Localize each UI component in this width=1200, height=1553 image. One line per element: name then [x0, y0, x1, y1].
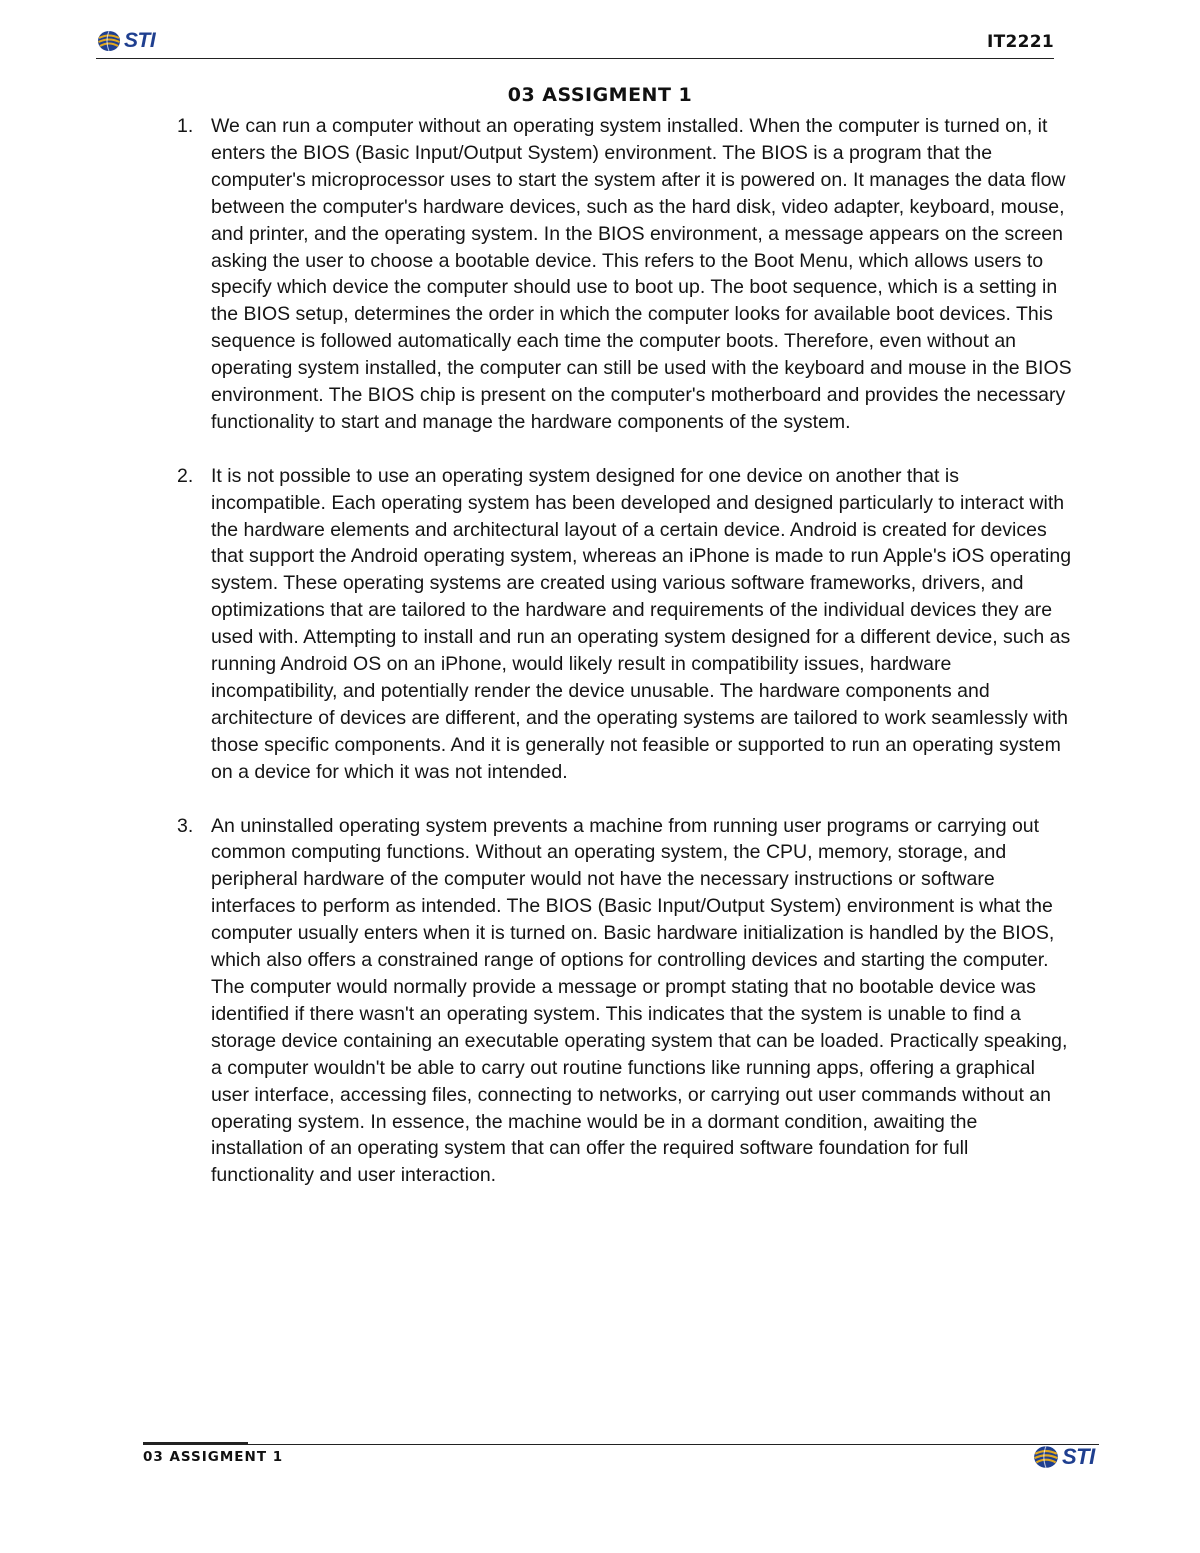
list-item	[172, 463, 1072, 786]
list-item-number: 1.	[177, 115, 194, 137]
list-item	[172, 813, 1072, 1190]
header-logo	[96, 29, 155, 53]
list-item-number: 2.	[177, 464, 194, 487]
list-item-text: We can run a computer without an operating system installed. When the computer is turned on, it enters the BIOS (Basic Input/Output System) environment. The BIOS is a program that the computer's microprocessor uses to start the system after it is powered on. It manages the data flow between the computer's hardware devices, such as the hard disk, video adapter, keyboard, mouse, and printer, and the operating system. In the BIOS environment, a message appears on the screen asking the user to choose a bootable device. This refers to the Boot Menu, which allows users to specify which device the computer should use to boot up. The boot sequence, which is a setting in the BIOS setup, determines the order in which the computer looks for available boot devices. This sequence is followed automatically each time the computer boots. Therefore, even without an operating system installed, the computer can still be used with the keyboard and mouse in the BIOS environment. The BIOS chip is present on the computer's motherboard and provides the necessary functionality to start and manage the hardware components of the system.	[211, 115, 1072, 433]
logo-text: STI	[124, 29, 156, 52]
page-header	[96, 26, 1054, 59]
list-item-number: 3.	[177, 814, 194, 837]
list-item	[172, 113, 1072, 436]
answer-list	[172, 113, 1072, 1216]
logo-text: STI	[1062, 1444, 1095, 1469]
list-item-text: An uninstalled operating system prevents a machine from running user programs or carrying out common computing functions. Without an operating system, the CPU, memory, storage, and peripheral hardware of the computer would not have the necessary instructions or software interfaces to perform as intended. The BIOS (Basic Input/Output System) environment is what the computer usually enters when it is turned on. Basic hardware initialization is handled by the BIOS, which also offers a constrained range of options for controlling devices and starting the computer. The computer would normally provide a message or prompt stating that no bootable device was identified if there wasn't an operating system. This indicates that the system is unable to find a storage device containing an executable operating system that can be loaded. Practically speaking, a computer wouldn't be able to carry out routine functions like running apps, offering a graphical user interface, accessing files, connecting to networks, or carrying out user commands without an operating system. In essence, the machine would be in a dormant condition, awaiting the installation of an operating system that can offer the required software foundation for full functionality and user interaction.	[211, 814, 1068, 1187]
document-title: 03 ASSIGMENT 1	[507, 84, 693, 106]
globe-icon	[1032, 1444, 1060, 1470]
footer-rule	[143, 1444, 1099, 1445]
footer-logo	[1032, 1444, 1095, 1470]
globe-icon	[96, 29, 122, 53]
course-code: IT2221	[986, 32, 1054, 52]
footer-label: 03 ASSIGMENT 1	[143, 1449, 284, 1465]
list-item-text: It is not possible to use an operating system designed for one device on another that is incompatible. Each operating system has been developed and designed particularly to interact with the hardware elements and architectural layout of a certain device. Android is created for devices that support the Android operating system, whereas an iPhone is made to run Apple's iOS operating system. These operating systems are created using various software frameworks, drivers, and optimizations that are tailored to the hardware and requirements of the individual devices they are used with. Attempting to install and run an operating system designed for a different device, such as running Android OS on an iPhone, would likely result in compatibility issues, hardware incompatibility, and potentially render the device unusable. The hardware components and architecture of devices are different, and the operating systems are tailored to work seamlessly with those specific components. And it is generally not feasible or supported to run an operating system on a device for which it was not intended.	[211, 464, 1072, 783]
